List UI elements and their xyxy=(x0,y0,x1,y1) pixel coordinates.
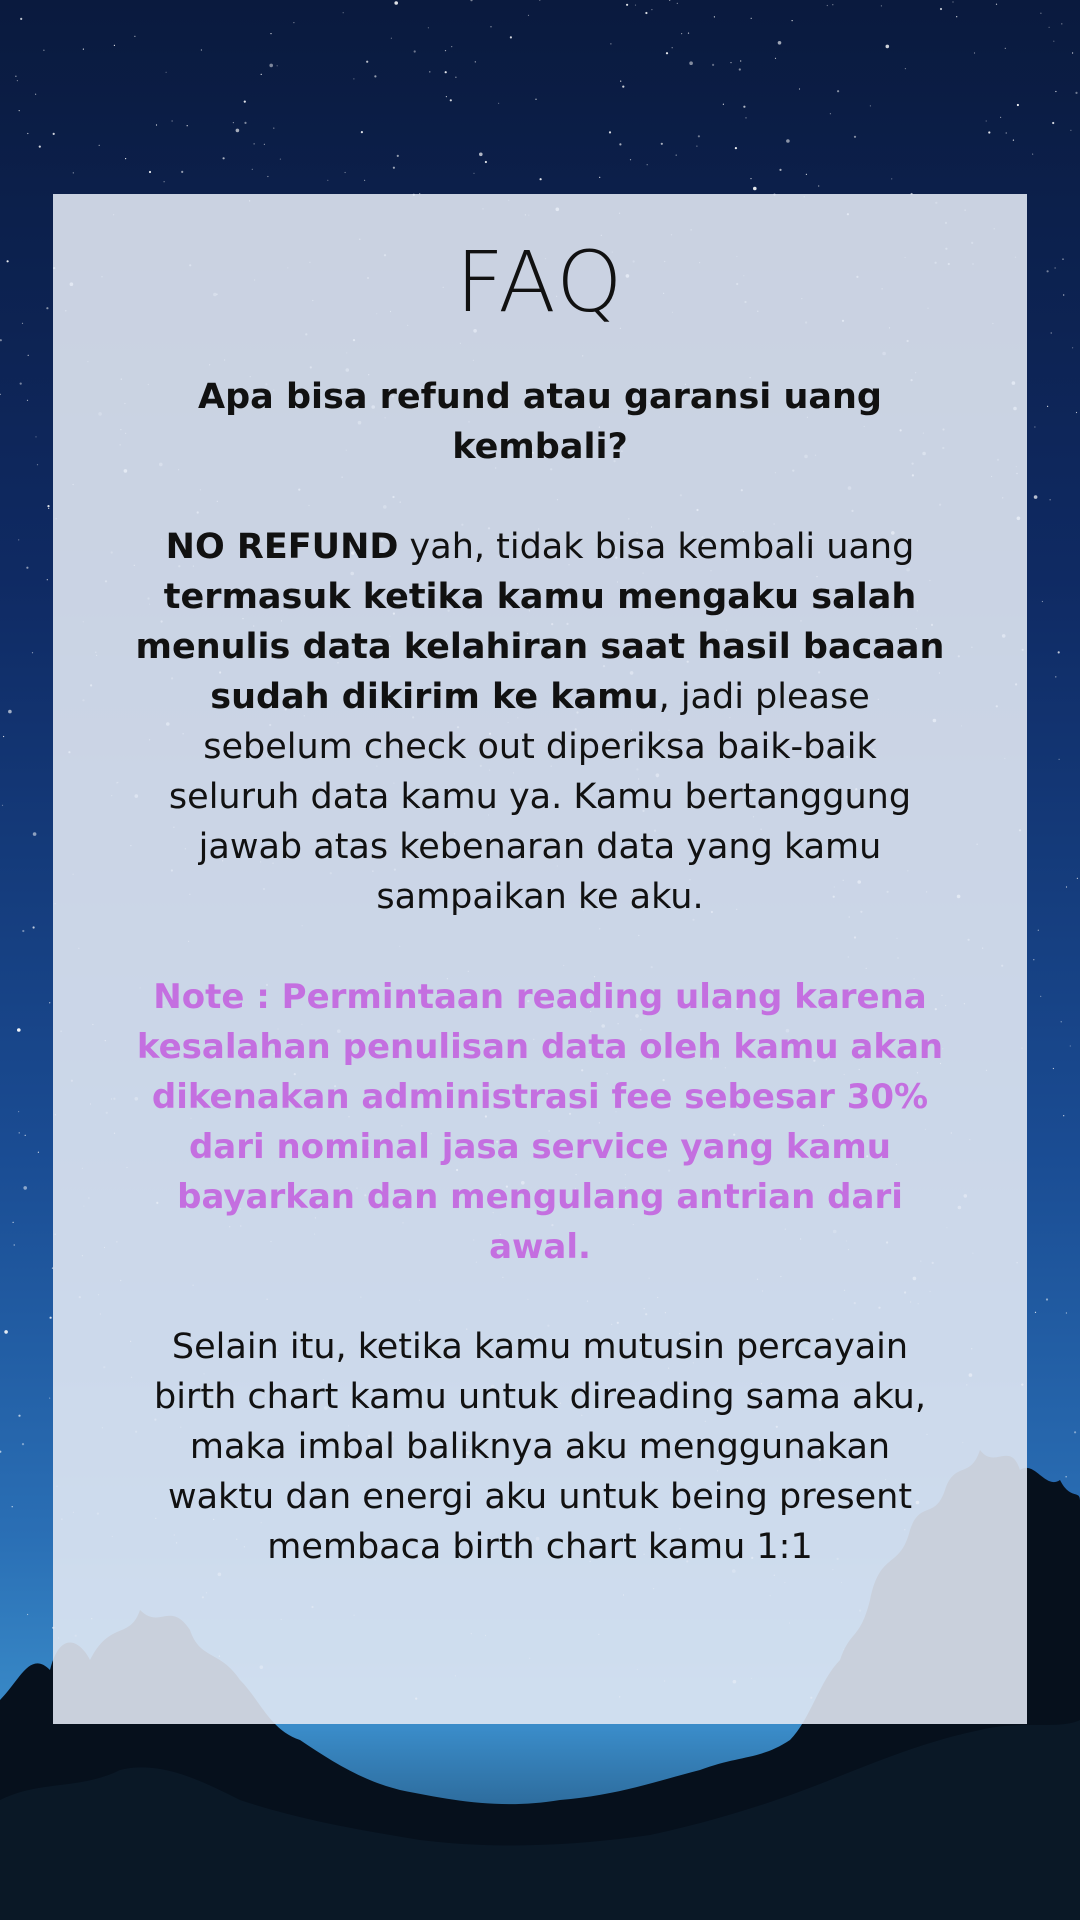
faq-card xyxy=(53,194,1027,1724)
faq-closing: Selain itu, ketika kamu mutusin percayain birth chart kamu untuk direading sama aku, maka imbal baliknya aku menggunakan waktu dan energi aku untuk being present membaca birth chart kamu 1:1 xyxy=(154,1327,926,1567)
answer-strong-condition: termasuk ketika kamu mengaku salah menulis data kelahiran saat hasil bacaan sudah dikirim ke kamu xyxy=(135,577,945,717)
faq-title: FAQ xyxy=(455,233,625,331)
answer-strong-no-refund: NO REFUND xyxy=(165,527,399,567)
answer-text-1: yah, tidak bisa kembali uang xyxy=(398,527,915,567)
answer-text-2: , jadi please sebelum check out diperiksa baik-baik seluruh data kamu ya. Kamu bertanggung jawab atas kebenaran data yang kamu sampaikan ke aku. xyxy=(168,677,912,917)
faq-note: Note : Permintaan reading ulang karena kesalahan penulisan data oleh kamu akan dikenakan administrasi fee sebesar 30% dari nominal jasa service yang kamu bayarkan dan mengulang antrian dari awal. xyxy=(136,977,944,1267)
faq-answer xyxy=(133,522,947,922)
faq-question: Apa bisa refund atau garansi uang kembali? xyxy=(198,377,882,467)
